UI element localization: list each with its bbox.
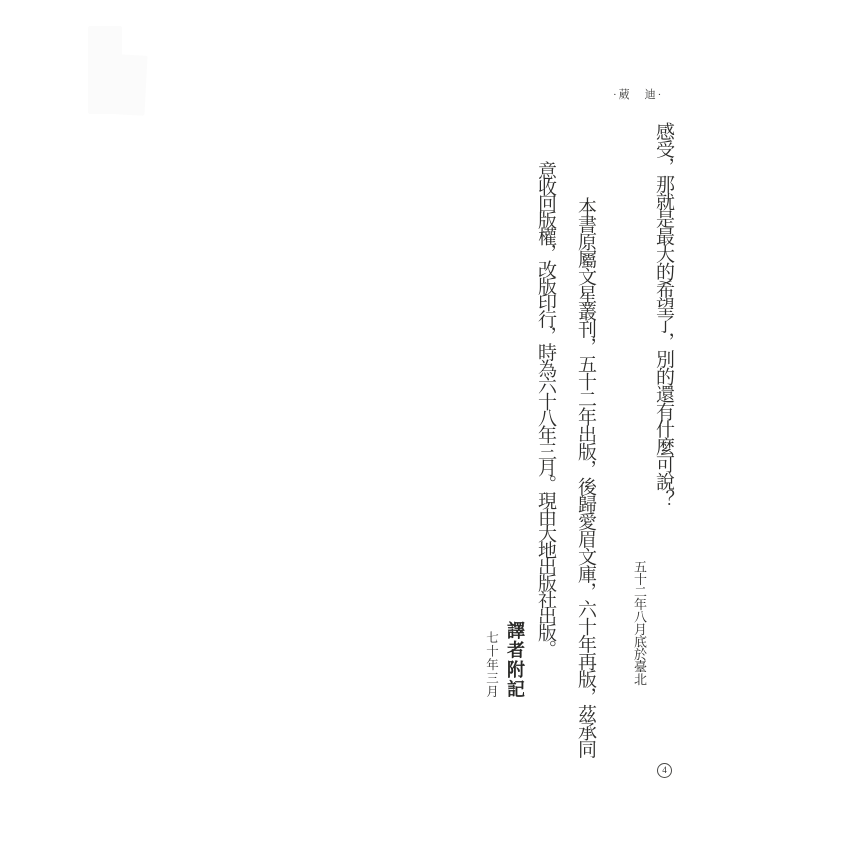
- publisher-note-column-2: 意收回版權，改版印行，時為六十八年三月。現由大地出版社出版。: [535, 161, 556, 656]
- closing-paragraph-column: 感受，那就是最大的希望了，別的還有什麼可說？: [653, 122, 674, 507]
- translator-note-label: 譯者附記: [505, 621, 525, 699]
- page-number-badge: [657, 763, 672, 778]
- page-number-text: 4: [662, 765, 667, 775]
- first-note-date-column: 五十二年八月底於臺北: [632, 560, 647, 685]
- running-title: ·葳 迪·: [613, 89, 664, 101]
- translator-note-date-column: 七十年三月: [484, 631, 499, 699]
- scan-artifact: [114, 54, 147, 115]
- publisher-note-column-1: 本書原屬文星叢刊，五十二年出版，後歸愛眉文庫，六十年再版，茲承同: [575, 197, 596, 757]
